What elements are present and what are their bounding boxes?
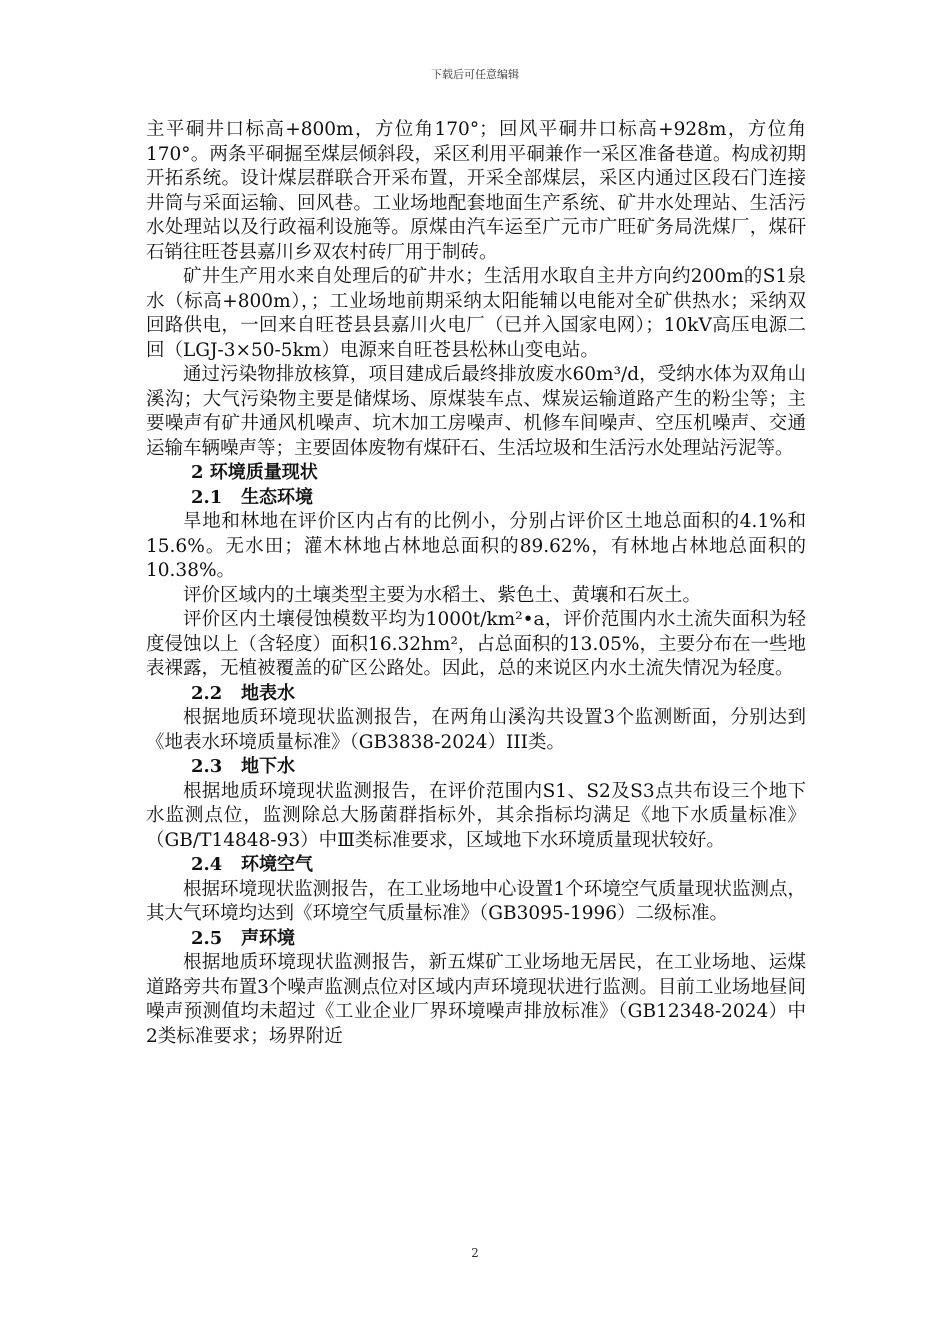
subsection-title: 声环境 [241, 927, 295, 949]
paragraph-pollutants: 通过污染物排放核算，项目建成后最终排放废水60m³/d，受纳水体为双角山溪沟；大气污染物主要是储煤场、原煤装车点、煤炭运输道路产生的粉尘等；主要噪声有矿井通风机噪声、坑木加工房噪声、机修车间噪声、空压机噪声、交通运输车辆噪声等；主要固体废物有煤矸石、生活垃圾和生活污水处理站污泥等。 [146, 364, 806, 459]
paragraph-groundwater: 根据地质环境现状监测报告，在评价范围内S1、S2及S3点共布设三个地下水监测点位，监测除总大肠菌群指标外，其余指标均满足《地下水质量标准》（GB/T14848-93）中Ⅲ类标准要求，区域地下水环境质量现状较好。 [146, 780, 806, 851]
paragraph-air-quality: 根据环境现状监测报告，在工业场地中心设置1个环境空气质量现状监测点，其大气环境均达到《环境空气质量标准》（GB3095-1996）二级标准。 [146, 878, 806, 924]
paragraph-soil-erosion: 评价区内土壤侵蚀模数平均为1000t/km²•a，评价范围内水土流失面积为轻度侵蚀以上（含轻度）面积16.32hm²，占总面积的13.05%，主要分布在一些地表裸露，无植被覆盖的矿区公路处。因此，总的来说区内水土流失情况为轻度。 [146, 609, 806, 679]
subsection-number: 2.3 [191, 756, 223, 777]
subsection-heading-ecology [146, 486, 806, 511]
subsection-number: 2.4 [191, 854, 223, 875]
paragraph-surface-water: 根据地质环境现状监测报告，在两角山溪沟共设置3个监测断面，分别达到《地表水环境质量标准》（GB3838-2024）III类。 [146, 707, 806, 753]
subsection-title: 地表水 [241, 682, 295, 704]
subsection-heading-groundwater [146, 755, 806, 780]
subsection-number: 2.5 [191, 927, 223, 949]
paragraph-land-use: 旱地和林地在评价区内占有的比例小，分别占评价区土地总面积的4.1%和15.6%。无水田；灌木林地占林地总面积的89.62%，有林地占林地总面积的10.38%。 [146, 511, 806, 581]
subsection-title: 地下水 [241, 756, 295, 777]
subsection-title: 环境空气 [241, 854, 313, 875]
page-number: 2 [471, 1246, 479, 1260]
subsection-number: 2.1 [191, 486, 223, 508]
subsection-number: 2.2 [191, 682, 223, 704]
paragraph-development-system: 主平硐井口标高+800m，方位角170°；回风平硐井口标高+928m，方位角170°。两条平硐掘至煤层倾斜段，采区利用平硐兼作一采区准备巷道。构成初期开拓系统。设计煤层群联合开采布置，开采全部煤层，采区内通过区段石门连接井筒与采面运输、回风巷。工业场地配套地面生产系统、矿井水处理站、生活污水处理站以及行政福利设施等。原煤由汽车运至广元市广旺矿务局洗煤厂，煤矸石销往旺苍县嘉川乡双农村砖厂用于制砖。 [146, 119, 806, 263]
subsection-heading-air [146, 853, 806, 878]
paragraph-acoustic: 根据地质环境现状监测报告，新五煤矿工业场地无居民，在工业场地、运煤道路旁共布置3个噪声监测点位对区域内声环境现状进行监测。目前工业场地昼间噪声预测值均未超过《工业企业厂界环境噪声排放标准》（GB12348-2024）中2类标准要求；场界附近 [146, 952, 806, 1047]
paragraph-water-power-supply: 矿井生产用水来自处理后的矿井水；生活用水取自主井方向约200m的S1泉水（标高+800m），；工业场地前期采纳太阳能辅以电能对全矿供热水；采纳双回路供电，一回来自旺苍县县嘉川火电厂（已并入国家电网）；10kV高压电源二回（LGJ-3×50-5km）电源来自旺苍县松林山变电站。 [146, 266, 806, 361]
document-body [146, 118, 806, 1049]
subsection-title: 生态环境 [241, 486, 313, 508]
subsection-heading-acoustic [146, 927, 806, 952]
page-header: 下载后可任意编辑 [431, 68, 519, 81]
section-heading-environment-quality: 2 环境质量现状 [191, 462, 318, 483]
subsection-heading-surface-water [146, 682, 806, 707]
paragraph-soil-types: 评价区域内的土壤类型主要为水稻土、紫色土、黄壤和石灰土。 [183, 584, 702, 606]
